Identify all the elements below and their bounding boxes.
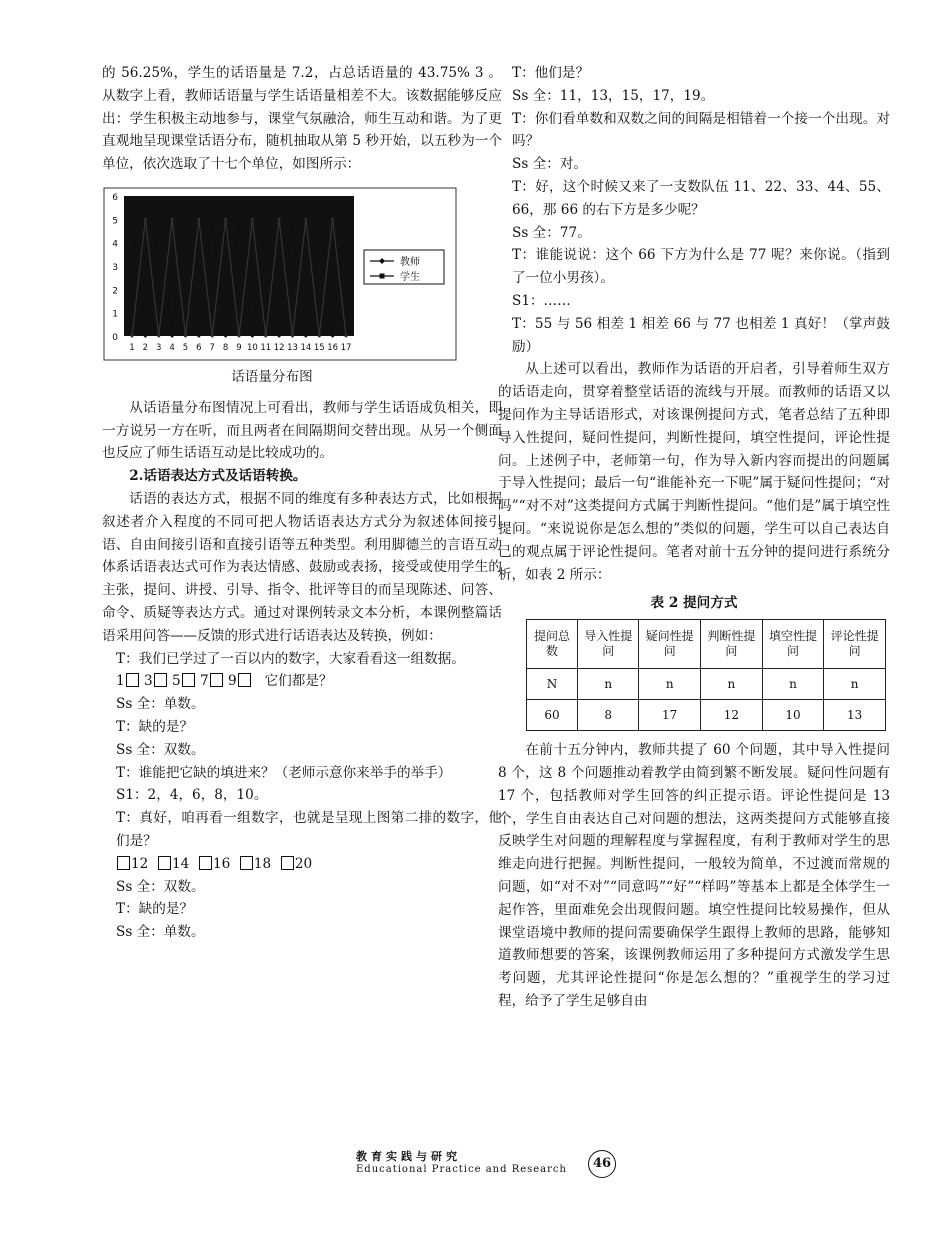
x-tick-label: 12 [273, 342, 285, 353]
series-point [184, 218, 187, 221]
y-tick-label: 6 [112, 192, 118, 203]
blank-box [158, 856, 171, 870]
dialogue-line: T：缺的是？ [116, 718, 194, 735]
table-cell: 13 [824, 700, 886, 731]
x-tick-label: 14 [300, 342, 312, 353]
dialogue-line: T：他们是？ [512, 65, 590, 81]
number-sequence-line [102, 853, 502, 876]
dialogue-line: S1：2，4，6，8，10。 [116, 787, 268, 804]
seq-num: 5 [171, 673, 181, 690]
x-tick-label: 5 [182, 342, 189, 353]
table-header-cell: 提问总数 [527, 620, 578, 669]
x-tick-label: 10 [246, 342, 258, 353]
series-point [304, 218, 307, 221]
dialogue-line: T：谁能说说：这个 66 下方为什么是 77 呢？来你说。（指到了一位小男孩）。 [512, 247, 890, 287]
dialogue-line: S1：…… [512, 292, 571, 309]
series-point [157, 218, 160, 221]
table-header-cell: 评论性提问 [824, 620, 886, 669]
blank-box [238, 673, 251, 687]
section-heading: 2.话语表达方式及话语转换。 [129, 468, 307, 485]
number-sequence-line [102, 670, 502, 693]
series-point [224, 334, 227, 337]
series-point [131, 218, 134, 221]
x-tick-label: 4 [169, 342, 175, 353]
legend-marker [380, 273, 385, 278]
blank-box [210, 673, 223, 687]
series-point [144, 334, 147, 337]
y-tick-label: 2 [112, 286, 118, 297]
series-point [171, 334, 174, 337]
blank-box [182, 673, 195, 687]
x-tick-label: 2 [142, 342, 149, 353]
dialogue-line: Ss 全：对。 [512, 156, 587, 173]
dialogue-line: T：缺的是？ [116, 901, 194, 918]
table-cell: 17 [639, 700, 701, 731]
blank-box [117, 856, 130, 870]
series-point [251, 334, 254, 337]
blank-box [126, 673, 139, 687]
dialogue-line: T：你们看单数和双数之间的间隔是相错着一个接一个出现。对吗？ [512, 110, 890, 150]
dialogue-line: T：真好，咱再看一组数字，也就是呈现上图第二排的数字，他们是？ [116, 810, 502, 849]
dialogue-line: Ss 全：双数。 [116, 878, 205, 895]
table-row [527, 700, 886, 731]
journal-title: 教育实践与研究 [356, 1150, 461, 1163]
x-tick-label: 15 [313, 342, 325, 353]
series-point [224, 218, 227, 221]
y-tick-label: 1 [112, 309, 118, 320]
series-point [184, 334, 187, 337]
series-point [304, 334, 307, 337]
dialogue-line: Ss 全：11，13，15，17，19。 [512, 87, 715, 104]
x-tick-label: 17 [340, 342, 352, 353]
seq-num: 14 [171, 855, 190, 872]
table-cell: n [639, 669, 701, 700]
series-point [144, 218, 147, 221]
seq-num: 18 [253, 855, 272, 872]
table-header-cell: 填空性提问 [762, 620, 824, 669]
table-row [527, 669, 886, 700]
series-point [318, 218, 321, 221]
plot-area [124, 196, 354, 336]
chart-svg [102, 186, 462, 362]
blank-box [240, 856, 253, 870]
series-point [291, 334, 294, 337]
series-point [197, 334, 200, 337]
dialogue-line: Ss 全：单数。 [116, 696, 205, 713]
series-point [238, 218, 241, 221]
seq-num: 3 [143, 673, 153, 690]
series-point [331, 218, 334, 221]
x-tick-label: 6 [196, 342, 202, 353]
table-cell: 10 [762, 700, 824, 731]
paragraph: 话语的表达方式，根据不同的维度有多种表达方式，比如根据叙述者介入程度的不同可把人物话语表达方式分为叙述体间接引语、自由间接引语和直接引语等五种类型。利用脚德兰的言语互动体系话语表达式可作为表达情感、鼓励或表扬，接受或使用学生的主张，提问、讲授、引导、指令、批评等目的而呈现陈述、问答、命令、质疑等表达方式。通过对课例转录文本分析，本课例整篇话语采用问答——反馈的形式进行话语表达及转换，例如： [102, 490, 502, 644]
seq-num: 16 [212, 855, 231, 872]
series-point [171, 218, 174, 221]
question-type-table [526, 619, 886, 731]
x-tick-label: 7 [209, 342, 215, 353]
series-point [278, 218, 281, 221]
series-point [211, 334, 214, 337]
series-point [318, 334, 321, 337]
series-point [278, 334, 281, 337]
table-header-row [527, 620, 886, 669]
table-cell: 60 [527, 700, 578, 731]
blank-box [154, 673, 167, 687]
seq-num: 9 [227, 673, 237, 690]
series-point [331, 334, 334, 337]
blank-box [199, 856, 212, 870]
chart-caption: 话语量分布图 [231, 368, 313, 385]
series-point [211, 218, 214, 221]
series-point [345, 218, 348, 221]
right-column [498, 62, 890, 1013]
series-point [264, 218, 267, 221]
series-point [157, 334, 160, 337]
y-tick-label: 4 [112, 239, 118, 250]
legend-label: 学生 [400, 271, 420, 283]
series-point [291, 218, 294, 221]
dialogue-line: T：谁能把它缺的填进来？（老师示意你来举手的举手） [116, 764, 452, 781]
x-tick-label: 9 [236, 342, 242, 353]
series-point [264, 334, 267, 337]
paragraph: 从上述可以看出，教师作为话语的开启者，引导着师生双方的话语走向，贯穿着整堂话语的流线与开展。而教师的话语又以提问作为主导话语形式，对该课例提问方式，笔者总结了五种即导入性提问，疑问性提问，判断性提问，填空性提问，评论性提问。上述例子中，老师第一句，作为导入新内容而提出的问题属于导入性提问；最后一句“谁能补充一下呢”属于疑问性提问；“对吗”“对不对”这类提问方式属于判断性提问。“他们是”属于填空性提问。“来说说你是怎么想的”类似的问题，学生可以自己表达自己的观点属于评论性提问。笔者对前十五分钟的提问进行系统分析，如表 2 所示： [498, 361, 890, 583]
table-cell: n [578, 669, 639, 700]
y-tick-label: 0 [112, 332, 118, 343]
dialogue-line: Ss 全：双数。 [116, 741, 205, 758]
table-header-cell: 导入性提问 [578, 620, 639, 669]
journal-footer [356, 1148, 616, 1175]
table-cell: n [824, 669, 886, 700]
x-tick-label: 16 [327, 342, 339, 353]
seq-question: 它们都是？ [264, 673, 333, 690]
table-caption: 表 2 提问方式 [650, 595, 738, 612]
dialogue-line: Ss 全：单数。 [116, 924, 205, 941]
x-tick-label: 3 [156, 342, 162, 353]
journal-english-title: Educational Practice and Research [356, 1164, 567, 1175]
x-tick-label: 13 [287, 342, 298, 353]
x-tick-label: 11 [260, 342, 272, 353]
seq-num: 20 [294, 855, 313, 872]
x-tick-label: 1 [129, 342, 135, 353]
series-point [345, 334, 348, 337]
table-cell: n [701, 669, 763, 700]
series-point [238, 334, 241, 337]
paragraph: 在前十五分钟内，教师共提了 60 个问题，其中导入性提问 8 个，这 8 个问题推动着教学由简到繁不断发展。疑问性问题有 17 个，包括教师对学生回答的纠正提示语。评论性提问是 13 个，学生自由表达自己对问题的想法，这两类提问方式能够直接反映学生对问题的理解程度与掌握程度，有利于教师对学生的思维走向进行把握。判断性提问，一般较为简单，不过渡而常规的问题，如“对不对”“同意吗”“好”“样吗”等基本上都是全体学生一起作答，里面难免会出现假问题。填空性提问比较易操作，但从课堂语境中教师的提问需要确保学生跟得上教师的思路，能够知道教师想要的答案，该课例教师运用了多种提问方式激发学生思考问题，尤其评论性提问“你是怎么想的？”重视学生的学习过程，给予了学生足够自由 [498, 742, 890, 1009]
legend-label: 教师 [400, 256, 420, 268]
seq-num: 7 [199, 673, 209, 690]
dialogue-line: T：好，这个时候又来了一支数队伍 11、22、33、44、55、66，那 66 的右下方是多少呢？ [512, 178, 890, 218]
paragraph: 从话语量分布图情况上可看出，教师与学生话语成负相关，即一方说另一方在听，而且两者在间隔期间交替出现。从另一个侧面也反应了师生话语互动是比较成功的。 [102, 399, 502, 462]
seq-num: 12 [131, 855, 149, 872]
paragraph: 的 56.25%，学生的话语量是 7.2，占总话语量的 43.75% 3 。从数字上看，教师话语量与学生话语量相差不大。该数据能够反应出：学生积极主动地参与，课堂气氛融洽，师生互动和谐。为了更直观地呈现课堂话语分布，随机抽取从第 5 秒开始，以五秒为一个单位，依次选取了十七个单位，如图所示： [102, 65, 502, 173]
dialogue-line: T：我们已学过了一百以内的数字，大家看看这一组数据。 [116, 650, 465, 667]
y-tick-label: 5 [112, 216, 118, 227]
dialogue-line: T：55 与 56 相差 1 相差 66 与 77 也相差 1 真好！（掌声鼓励） [512, 315, 890, 355]
table-cell: 8 [578, 700, 639, 731]
table-cell: n [762, 669, 824, 700]
blank-box [281, 856, 294, 870]
seq-num: 1 [116, 673, 125, 690]
table-header-cell: 疑问性提问 [639, 620, 701, 669]
table-cell: N [527, 669, 578, 700]
series-point [197, 218, 200, 221]
series-point [131, 334, 134, 337]
page-number: 46 [588, 1150, 616, 1178]
table-cell: 12 [701, 700, 763, 731]
y-tick-label: 3 [112, 262, 118, 273]
table-header-cell: 判断性提问 [701, 620, 763, 669]
dialogue-line: Ss 全：77。 [512, 224, 591, 241]
series-point [251, 218, 254, 221]
left-column [102, 62, 502, 944]
utterance-distribution-chart [102, 186, 420, 362]
x-tick-label: 8 [222, 342, 229, 353]
